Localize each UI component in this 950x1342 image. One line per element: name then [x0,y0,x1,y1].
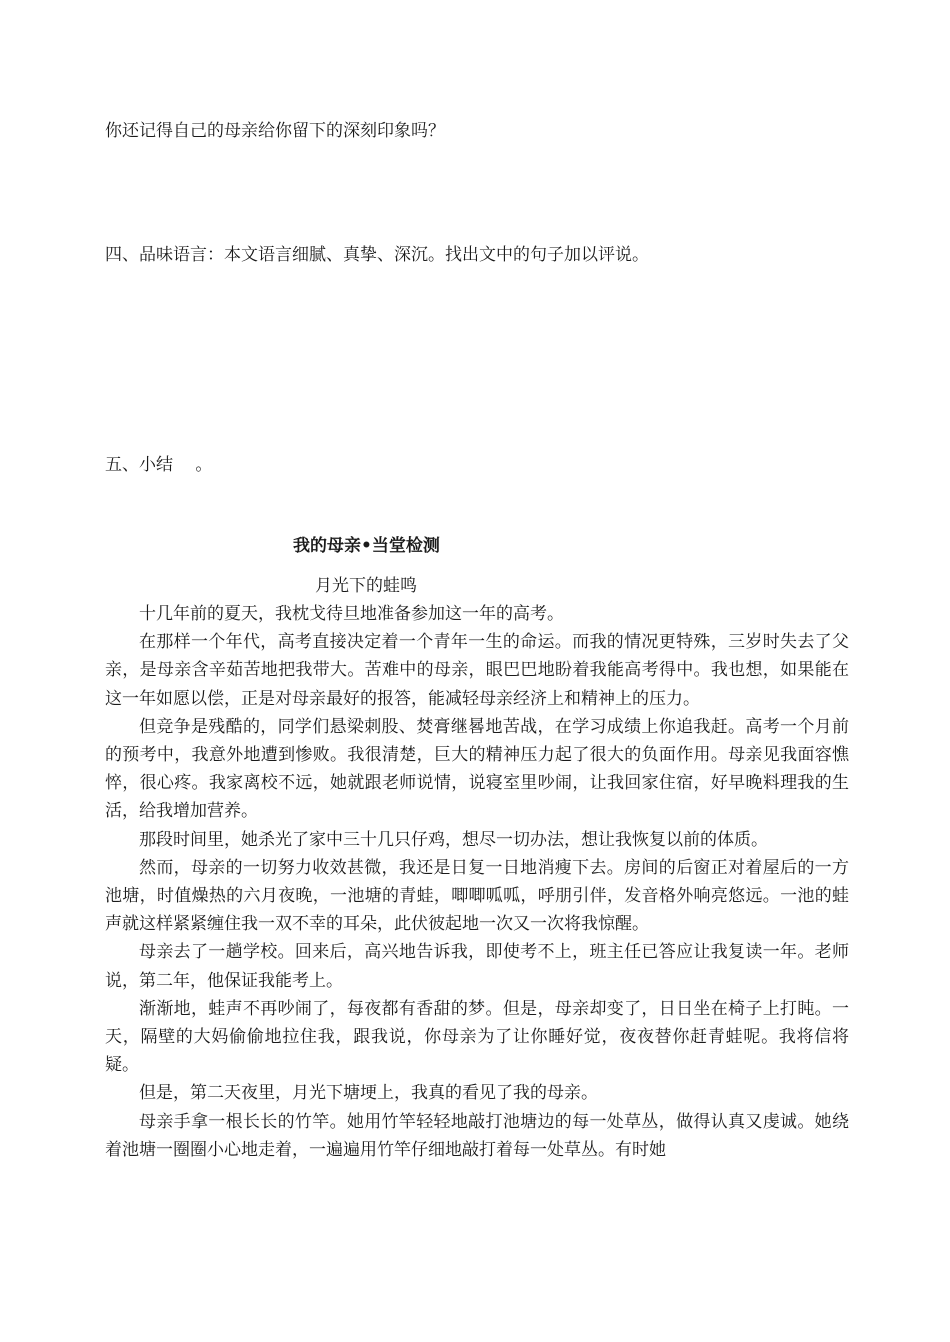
passage-paragraph-2: 在那样一个年代，高考直接决定着一个青年一生的命运。而我的情况更特殊，三岁时失去了父亲，是母亲含辛茹苦地把我带大。苦难中的母亲，眼巴巴地盼着我能高考得中。我也想，如果能在这一年如愿以偿，正是对母亲最好的报答，能减轻母亲经济上和精神上的压力。 [105,632,849,709]
passage-paragraph-4: 那段时间里，她杀光了家中三十几只仔鸡，想尽一切办法，想让我恢复以前的体质。 [139,829,768,850]
passage-paragraph-1: 十几年前的夏天，我枕戈待旦地准备参加这一年的高考。 [139,604,564,624]
section-four-language: 四、品味语言：本文语言细腻、真挚、深沉。找出文中的句子加以评说。 [105,245,649,265]
question-mother-impression: 你还记得自己的母亲给你留下的深刻印象吗？ [105,121,445,141]
passage-paragraph-7: 渐渐地，蛙声不再吵闹了，每夜都有香甜的梦。但是，母亲却变了，日日坐在椅子上打盹。一天，隔壁的大妈偷偷地拉住我，跟我说，你母亲为了让你睡好觉，夜夜替你赶青蛙呢。我将信将疑。 [105,998,849,1076]
section-five-summary: 五、小结 。 [105,455,213,475]
reading-passage [105,600,849,1164]
reading-title: 月光下的蛙鸣 [315,576,417,596]
passage-paragraph-8: 但是，第二天夜里，月光下塘埂上，我真的看见了我的母亲。 [139,1083,598,1104]
passage-paragraph-6: 母亲去了一趟学校。回来后，高兴地告诉我，即使考不上，班主任已答应让我复读一年。老师说，第二年，他保证我能考上。 [105,942,849,991]
exercise-title: 我的母亲•当堂检测 [293,536,440,556]
passage-paragraph-3: 但竞争是残酷的，同学们悬梁刺股、焚膏继晷地苦战，在学习成绩上你追我赶。高考一个月前的预考中，我意外地遭到惨败。我很清楚，巨大的精神压力起了很大的负面作用。母亲见我面容憔悴，很心疼。我家离校不远，她就跟老师说情，说寝室里吵闹，让我回家住宿，好早晚料理我的生活，给我增加营养。 [105,716,849,822]
passage-paragraph-5: 然而，母亲的一切努力收效甚微，我还是日复一日地消瘦下去。房间的后窗正对着屋后的一方池塘，时值燥热的六月夜晚，一池塘的青蛙，唧唧呱呱，呼朋引伴，发音格外响亮悠远。一池的蛙声就这样紧紧缠住我一双不幸的耳朵，此伏彼起地一次又一次将我惊醒。 [105,857,849,935]
passage-paragraph-9: 母亲手拿一根长长的竹竿。她用竹竿轻轻地敲打池塘边的每一处草丛，做得认真又虔诚。她绕着池塘一圈圈小心地走着，一遍遍用竹竿仔细地敲打着每一处草丛。有时她 [105,1111,849,1160]
